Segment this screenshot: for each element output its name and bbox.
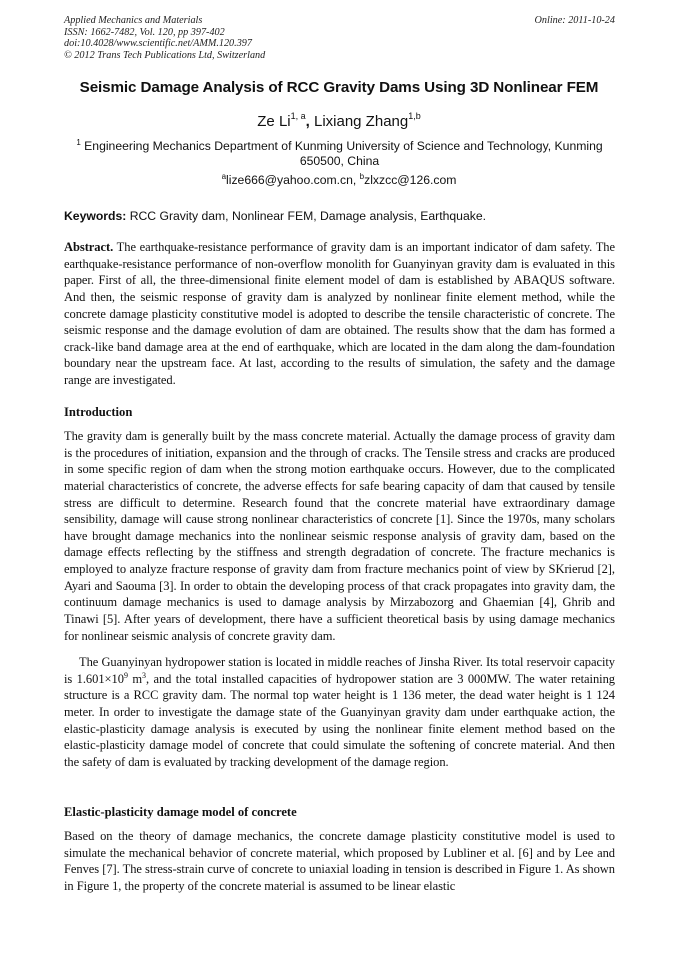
online-date: Online: 2011-10-24 <box>534 15 615 26</box>
email-marker: b <box>359 172 365 181</box>
abstract-text: The earthquake-resistance performance of gravity dam is an important indicator of dam safety. The earthquake-resistance performance of non-overflow monolith for Guanyinyan gravity dam is evaluated in this paper. First of all, the three-dimensional finite element model of dam is established by ABAQUS software. And then, the seismic response of gravity dam is analyzed by nonlinear finite element method, while the concrete damage plasticity constitutive model is adopted to describe the tensile characteristic of concrete. The seismic response and the damage evolution of dam are obtained. The results show that the dam has formed a crack-like band damage area at the end of earthquake, which are located in the dam along the dam-foundation boundary near the upstream face. At last, according to the results of simulation, the safety and the damage range are investigated. <box>64 240 615 387</box>
author-emails <box>0 173 678 187</box>
journal-copyright: © 2012 Trans Tech Publications Ltd, Switzerland <box>64 49 266 61</box>
keywords <box>64 209 624 223</box>
journal-doi: doi:10.4028/www.scientific.net/AMM.120.397 <box>64 38 252 50</box>
affiliation <box>64 139 615 169</box>
author-name: Ze Li <box>257 113 291 130</box>
introduction-paragraph-1: The gravity dam is generally built by the mass concrete material. Actually the damage process of gravity dam is the procedures of initiation, expansion and the through of cracks. The Tensile stress and cracks are produced in some specific region of dam when the strong motion earthquake occurs. However, due to the complicated material characteristics of concrete, the adverse effects for safe bearing capacity of dam that caused by tensile stress are difficult to determine. Research found that the concrete material have extraordinary damage sensibility, damage will cause strong nonlinear characteristics of concrete [1]. Since the 1970s, many scholars have brought damage mechanics into the nonlinear seismic response analysis of gravity dam, based on the damage effects reflecting by the stiffness and strength degradation of concrete. The fracture mechanics is employed to analyze fracture response of gravity dam from fracture mechanics point of view by SKrierud [2], Ayari and Saouma [3]. In order to obtain the developing process of that crack propagates into gravity dam, the continuum damage mechanics is used to damage analysis by Mirzabozorg and Ghaemian [4], Ghrib and Tinawi [5]. After years of development, there have a sufficient theoretical basis by using damage mechanics for nonlinear seismic analysis of concrete gravity dam. <box>64 429 615 643</box>
journal-issn: ISSN: 1662-7482, Vol. 120, pp 397-402 <box>64 26 225 38</box>
author-separator: , <box>305 113 314 130</box>
affiliation-text: Engineering Mechanics Department of Kunming University of Science and Technology, Kunming 650500, China <box>80 139 603 168</box>
paragraph-text: m <box>127 671 142 686</box>
section-heading-introduction: Introduction <box>64 405 133 419</box>
exponent: 3 <box>142 670 146 680</box>
abstract <box>64 239 615 389</box>
paragraph-text: , and the total installed capacities of hydropower station are 3 000MW. The water retaining structure is a RCC gravity dam. The normal top water height is 1 136 meter, the dead water height is 1 124 meter. In order to investigate the damage state of the Guanyinyan gravity dam under earthquake action, the elastic-plasticity damage analysis is executed by using the nonlinear finite element method based on the elastic-plasticity damage model of concrete that could simulate the softening of concrete material. And then the safety of dam is evaluated by tracking development of the damage region. <box>64 671 615 769</box>
paper-title: Seismic Damage Analysis of RCC Gravity Dams Using 3D Nonlinear FEM <box>79 79 599 96</box>
author-name: Lixiang Zhang <box>313 113 409 130</box>
abstract-label: Abstract. <box>64 240 114 254</box>
section-heading-elastic-plasticity: Elastic-plasticity damage model of concrete <box>64 805 297 819</box>
email-address: lize666@yahoo.com.cn, <box>226 173 360 187</box>
elastic-paragraph-1: Based on the theory of damage mechanics, the concrete damage plasticity constitutive model is used to simulate the mechanical behavior of concrete material, which proposed by Lubliner et al. [6] and by Lee and Fenves [7]. The stress-strain curve of concrete to uniaxial loading in tension is described in Figure 1. As shown in Figure 1, the property of the concrete material is assumed to be linear elastic <box>64 829 615 893</box>
exponent: 9 <box>123 670 128 680</box>
author-line <box>0 113 678 130</box>
author-affiliation-marker: 1, a <box>290 111 306 121</box>
paragraph-text: The Guanyinyan hydropower station is located in middle reaches of Jinsha River. Its total reservoir capacity is 1.601×10 <box>64 655 615 686</box>
introduction-paragraph-2 <box>64 654 615 770</box>
email-address: zlxzcc@126.com <box>364 173 457 187</box>
affiliation-marker: 1 <box>76 138 81 147</box>
journal-name: Applied Mechanics and Materials <box>64 15 203 26</box>
email-marker: a <box>221 172 227 181</box>
keywords-label: Keywords: <box>64 209 127 223</box>
journal-header <box>64 15 615 61</box>
keywords-text: RCC Gravity dam, Nonlinear FEM, Damage analysis, Earthquake. <box>126 209 486 223</box>
author-affiliation-marker: 1,b <box>408 111 421 121</box>
